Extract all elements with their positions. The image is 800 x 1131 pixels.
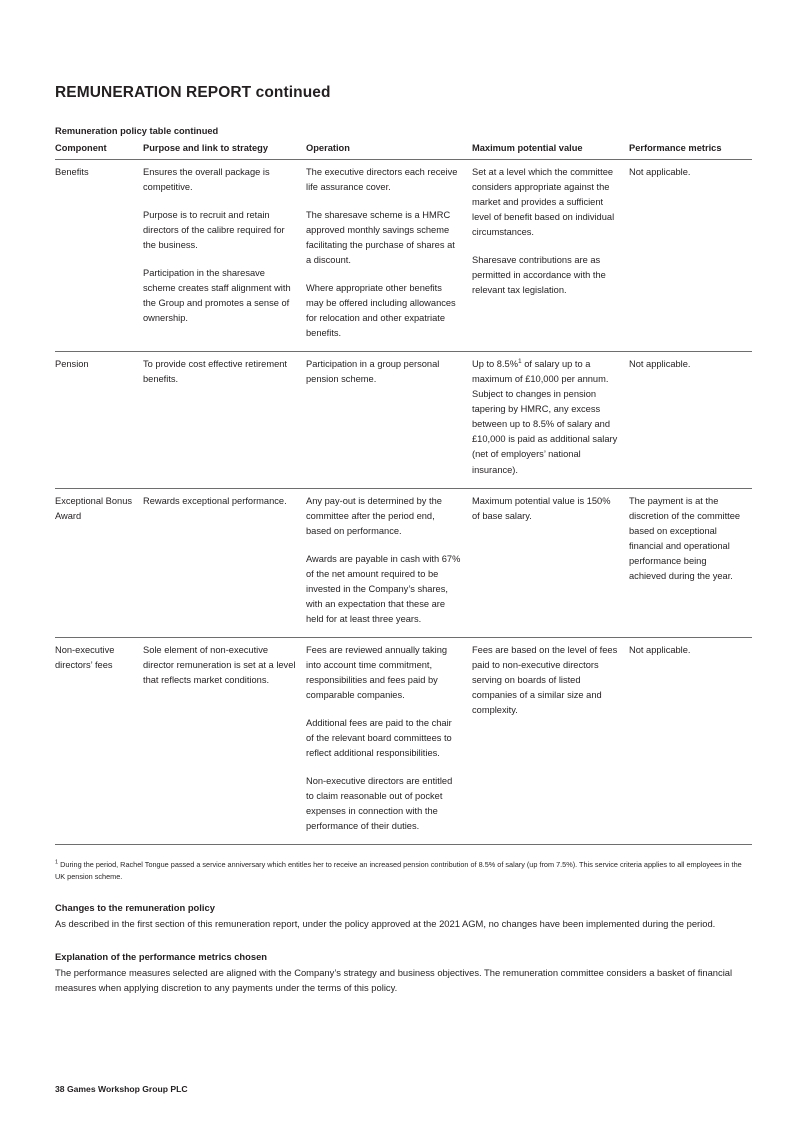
cell-text: Maximum potential value is 150% of base salary. [472, 495, 611, 521]
cell-maximum [472, 637, 629, 845]
cell-text: Rewards exceptional performance. [143, 495, 287, 506]
cell-text: To provide cost effective retirement benefits. [143, 359, 287, 385]
cell-text: Ensures the overall package is competitive. [143, 166, 270, 192]
cell-text: Exceptional Bonus Award [55, 495, 133, 521]
cell-text: Set at a level which the committee considers appropriate against the market and provides a sufficient level of benefit based on individual circumstances. [472, 166, 615, 237]
footnote-marker: 1 [518, 358, 522, 366]
cell-text: Participation in a group personal pension scheme. [306, 359, 440, 385]
cell-purpose [143, 159, 306, 351]
cell-operation [306, 352, 472, 488]
cell-text: Purpose is to recruit and retain directors of the calibre required for the business. [143, 209, 285, 250]
footnote-marker: 1 [55, 860, 59, 867]
cell-operation [306, 637, 472, 845]
cell-component [55, 637, 143, 845]
column-header-metrics: Performance metrics [629, 140, 752, 160]
column-header-purpose: Purpose and link to strategy [143, 140, 306, 160]
cell-metrics [629, 159, 752, 351]
section-changes-to-policy [55, 901, 750, 931]
table-row [55, 488, 752, 637]
column-header-operation: Operation [306, 140, 472, 160]
cell-metrics [629, 352, 752, 488]
remuneration-policy-table [55, 140, 752, 846]
cell-maximum [472, 159, 629, 351]
cell-text: Not applicable. [629, 644, 691, 655]
cell-text: Not applicable. [629, 166, 691, 177]
cell-text: Where appropriate other benefits may be offered including allowances for relocation and other expatriate benefits. [306, 283, 456, 339]
section-body: As described in the first section of this remuneration report, under the policy approved at the 2021 AGM, no changes have been implemented during the period. [55, 918, 716, 930]
cell-metrics [629, 488, 752, 637]
cell-purpose [143, 352, 306, 488]
section-body: The performance measures selected are aligned with the Company’s strategy and business objectives. The remuneration committee considers a basket of financial measures when applying discretion to any payments under the terms of this policy. [55, 967, 733, 994]
cell-text: Pension [55, 359, 89, 370]
cell-text: Non-executive directors’ fees [55, 644, 115, 670]
cell-maximum [472, 352, 629, 488]
footnote-text: During the period, Rachel Tongue passed a service anniversary which entitles her to receive an increased pension contribution of 8.5% of salary (up from 7.5%). This service criteria applies to all employees in the UK pension scheme. [55, 860, 742, 881]
table-row [55, 159, 752, 351]
cell-text: Not applicable. [629, 359, 691, 370]
cell-text: Any pay-out is determined by the committee after the period end, based on performance. [306, 495, 442, 536]
column-header-component: Component [55, 140, 143, 160]
cell-text: Sharesave contributions are as permitted in accordance with the relevant tax legislation. [472, 254, 606, 296]
cell-maximum [472, 488, 629, 637]
cell-text: Benefits [55, 166, 89, 177]
cell-text: The sharesave scheme is a HMRC approved monthly savings scheme facilitating the purchase of shares at a discount. [306, 209, 455, 265]
maximum-text-post: of salary up to a maximum of £10,000 per annum. Subject to changes in pension tapering by HMRC, any excess between up to 8.5% of salary and £10,000 is paid as additional salary (net of employers’ national insurance). [472, 359, 618, 475]
page-title: REMUNERATION REPORT continued [55, 84, 331, 101]
cell-component [55, 352, 143, 488]
cell-text: Non-executive directors are entitled to claim reasonable out of pocket expenses in connection with the performance of their duties. [306, 776, 453, 832]
cell-text: Sole element of non-executive director remuneration is set at a level that reflects market conditions. [143, 644, 296, 686]
table-row [55, 637, 752, 845]
column-header-maximum: Maximum potential value [472, 140, 629, 160]
table-header-row [55, 140, 752, 160]
footnote [55, 859, 745, 882]
cell-operation [306, 159, 472, 351]
page-footer: 38 Games Workshop Group PLC [55, 1084, 188, 1094]
cell-component [55, 159, 143, 351]
cell-text [472, 357, 619, 477]
cell-text: Participation in the sharesave scheme creates staff alignment with the Group and promotes a sense of ownership. [143, 267, 291, 324]
section-performance-metrics [55, 950, 750, 995]
cell-text: The payment is at the discretion of the committee based on exceptional financial and operational performance being achieved during the year. [629, 495, 741, 581]
cell-text: Fees are based on the level of fees paid to non-executive directors serving on boards of listed companies of a similar size and complexity. [472, 644, 618, 716]
table-caption: Remuneration policy table continued [55, 125, 219, 136]
section-heading: Changes to the remuneration policy [55, 902, 215, 914]
maximum-text-pre: Up to 8.5% [472, 359, 518, 370]
cell-metrics [629, 637, 752, 845]
table-row [55, 352, 752, 488]
cell-text: Fees are reviewed annually taking into account time commitment, responsibilities and fees paid by comparable companies. [306, 644, 448, 701]
cell-text: The executive directors each receive life assurance cover. [306, 166, 458, 192]
cell-component [55, 488, 143, 637]
cell-purpose [143, 637, 306, 845]
cell-purpose [143, 488, 306, 637]
cell-text: Awards are payable in cash with 67% of the net amount required to be invested in the Company’s shares, with an expectation that these are held for at least three years. [306, 553, 461, 624]
cell-text: Additional fees are paid to the chair of the relevant board committees to reflect additional responsibilities. [306, 718, 452, 759]
cell-operation [306, 488, 472, 637]
section-heading: Explanation of the performance metrics chosen [55, 951, 268, 963]
